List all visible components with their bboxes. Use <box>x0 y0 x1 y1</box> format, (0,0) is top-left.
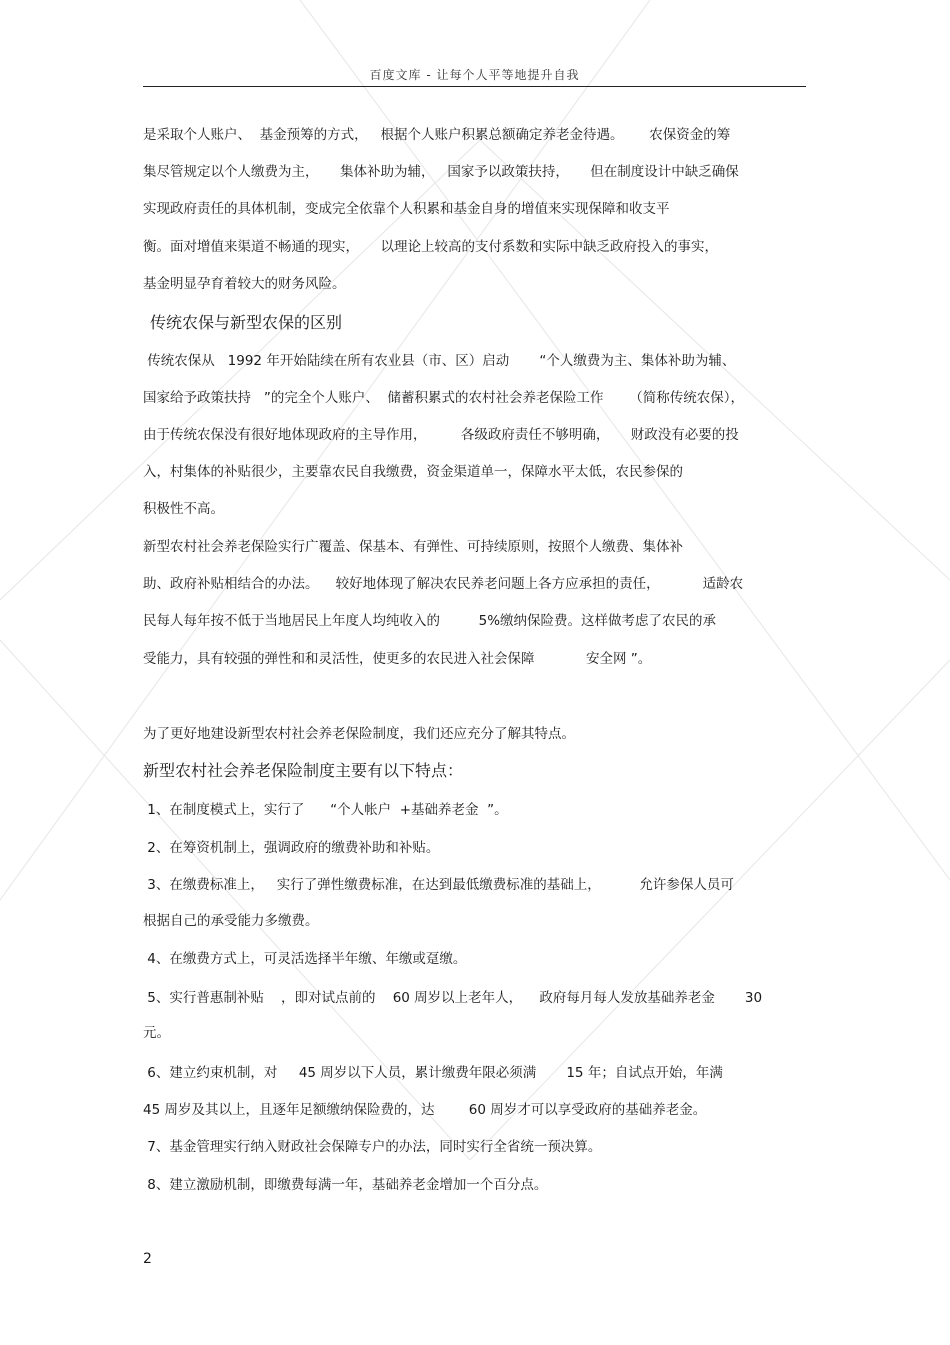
paragraph-line: 新型农村社会养老保险实行广覆盖、保基本、有弹性、可持续原则，按照个人缴费、集体补 <box>143 539 683 555</box>
feature-item: 2、在筹资机制上，强调政府的缴费补助和补贴。 <box>143 840 440 856</box>
section-heading: 新型农村社会养老保险制度主要有以下特点： <box>143 761 464 780</box>
paragraph-line: 受能力，具有较强的弹性和和灵活性，使更多的农民进入社会保障 安全网 ”。 <box>143 651 652 667</box>
section-heading: 传统农保与新型农保的区别 <box>150 313 343 332</box>
paragraph-line: 由于传统农保没有很好地体现政府的主导作用， 各级政府责任不够明确， 财政没有必要的投 <box>143 427 739 443</box>
feature-item: 根据自己的承受能力多缴费。 <box>143 913 319 929</box>
paragraph-line: 传统农保从 1992 年开始陆续在所有农业县（市、区）启动 “个人缴费为主、集体补助为辅、 <box>143 353 736 369</box>
page-number: 2 <box>143 1251 152 1267</box>
paragraph-line: 入，村集体的补贴很少，主要靠农民自我缴费，资金渠道单一，保障水平太低，农民参保的 <box>143 464 683 480</box>
feature-item: 7、基金管理实行纳入财政社会保障专户的办法，同时实行全省统一预决算。 <box>143 1139 602 1155</box>
feature-item: 5、实行普惠制补贴 ，即对试点前的 60 周岁以上老年人， 政府每月每人发放基础养老金 30 <box>143 990 763 1006</box>
feature-item: 6、建立约束机制，对 45 周岁以下人员，累计缴费年限必须满 15 年；自试点开始，年满 <box>143 1065 723 1081</box>
paragraph-line: 民每人每年按不低于当地居民上年度人均纯收入的 5%缴纳保险费。这样做考虑了农民的承 <box>143 613 717 629</box>
feature-item: 元。 <box>143 1025 170 1041</box>
paragraph-line: 积极性不高。 <box>143 501 224 517</box>
header-divider <box>143 86 806 87</box>
paragraph-line: 助、政府补贴相结合的办法。 较好地体现了解决农民养老问题上各方应承担的责任， 适龄农 <box>143 576 744 592</box>
feature-item: 8、建立激励机制，即缴费每满一年，基础养老金增加一个百分点。 <box>143 1177 548 1193</box>
paragraph-line: 国家给予政策扶持 ”的完全个人账户、 储蓄积累式的农村社会养老保险工作 （简称传统农保）， <box>143 390 744 406</box>
paragraph-line: 集尽管规定以个人缴费为主， 集体补助为辅， 国家予以政策扶持， 但在制度设计中缺乏确保 <box>143 164 739 180</box>
feature-item: 45 周岁及其以上，且逐年足额缴纳保险费的，达 60 周岁才可以享受政府的基础养老金。 <box>143 1102 707 1118</box>
paragraph-line: 是采取个人账户、 基金预筹的方式， 根据个人账户积累总额确定养老金待遇。 农保资金的筹 <box>143 127 731 143</box>
feature-item: 3、在缴费标准上， 实行了弹性缴费标准，在达到最低缴费标准的基础上， 允许参保人员可 <box>143 877 734 893</box>
intro-line: 为了更好地建设新型农村社会养老保险制度，我们还应充分了解其特点。 <box>143 726 575 742</box>
feature-item: 1、在制度模式上，实行了 “个人帐户 +基础养老金 ”。 <box>143 802 508 818</box>
paragraph-line: 衡。面对增值来渠道不畅通的现实， 以理论上较高的支付系数和实际中缺乏政府投入的事实， <box>143 239 718 255</box>
paragraph-line: 实现政府责任的具体机制，变成完全依靠个人积累和基金自身的增值来实现保障和收支平 <box>143 201 670 217</box>
feature-item: 4、在缴费方式上，可灵活选择半年缴、年缴或趸缴。 <box>143 951 467 967</box>
paragraph-line: 基金明显孕育着较大的财务风险。 <box>143 276 346 292</box>
page-header: 百度文库 - 让每个人平等地提升自我 <box>369 68 580 82</box>
